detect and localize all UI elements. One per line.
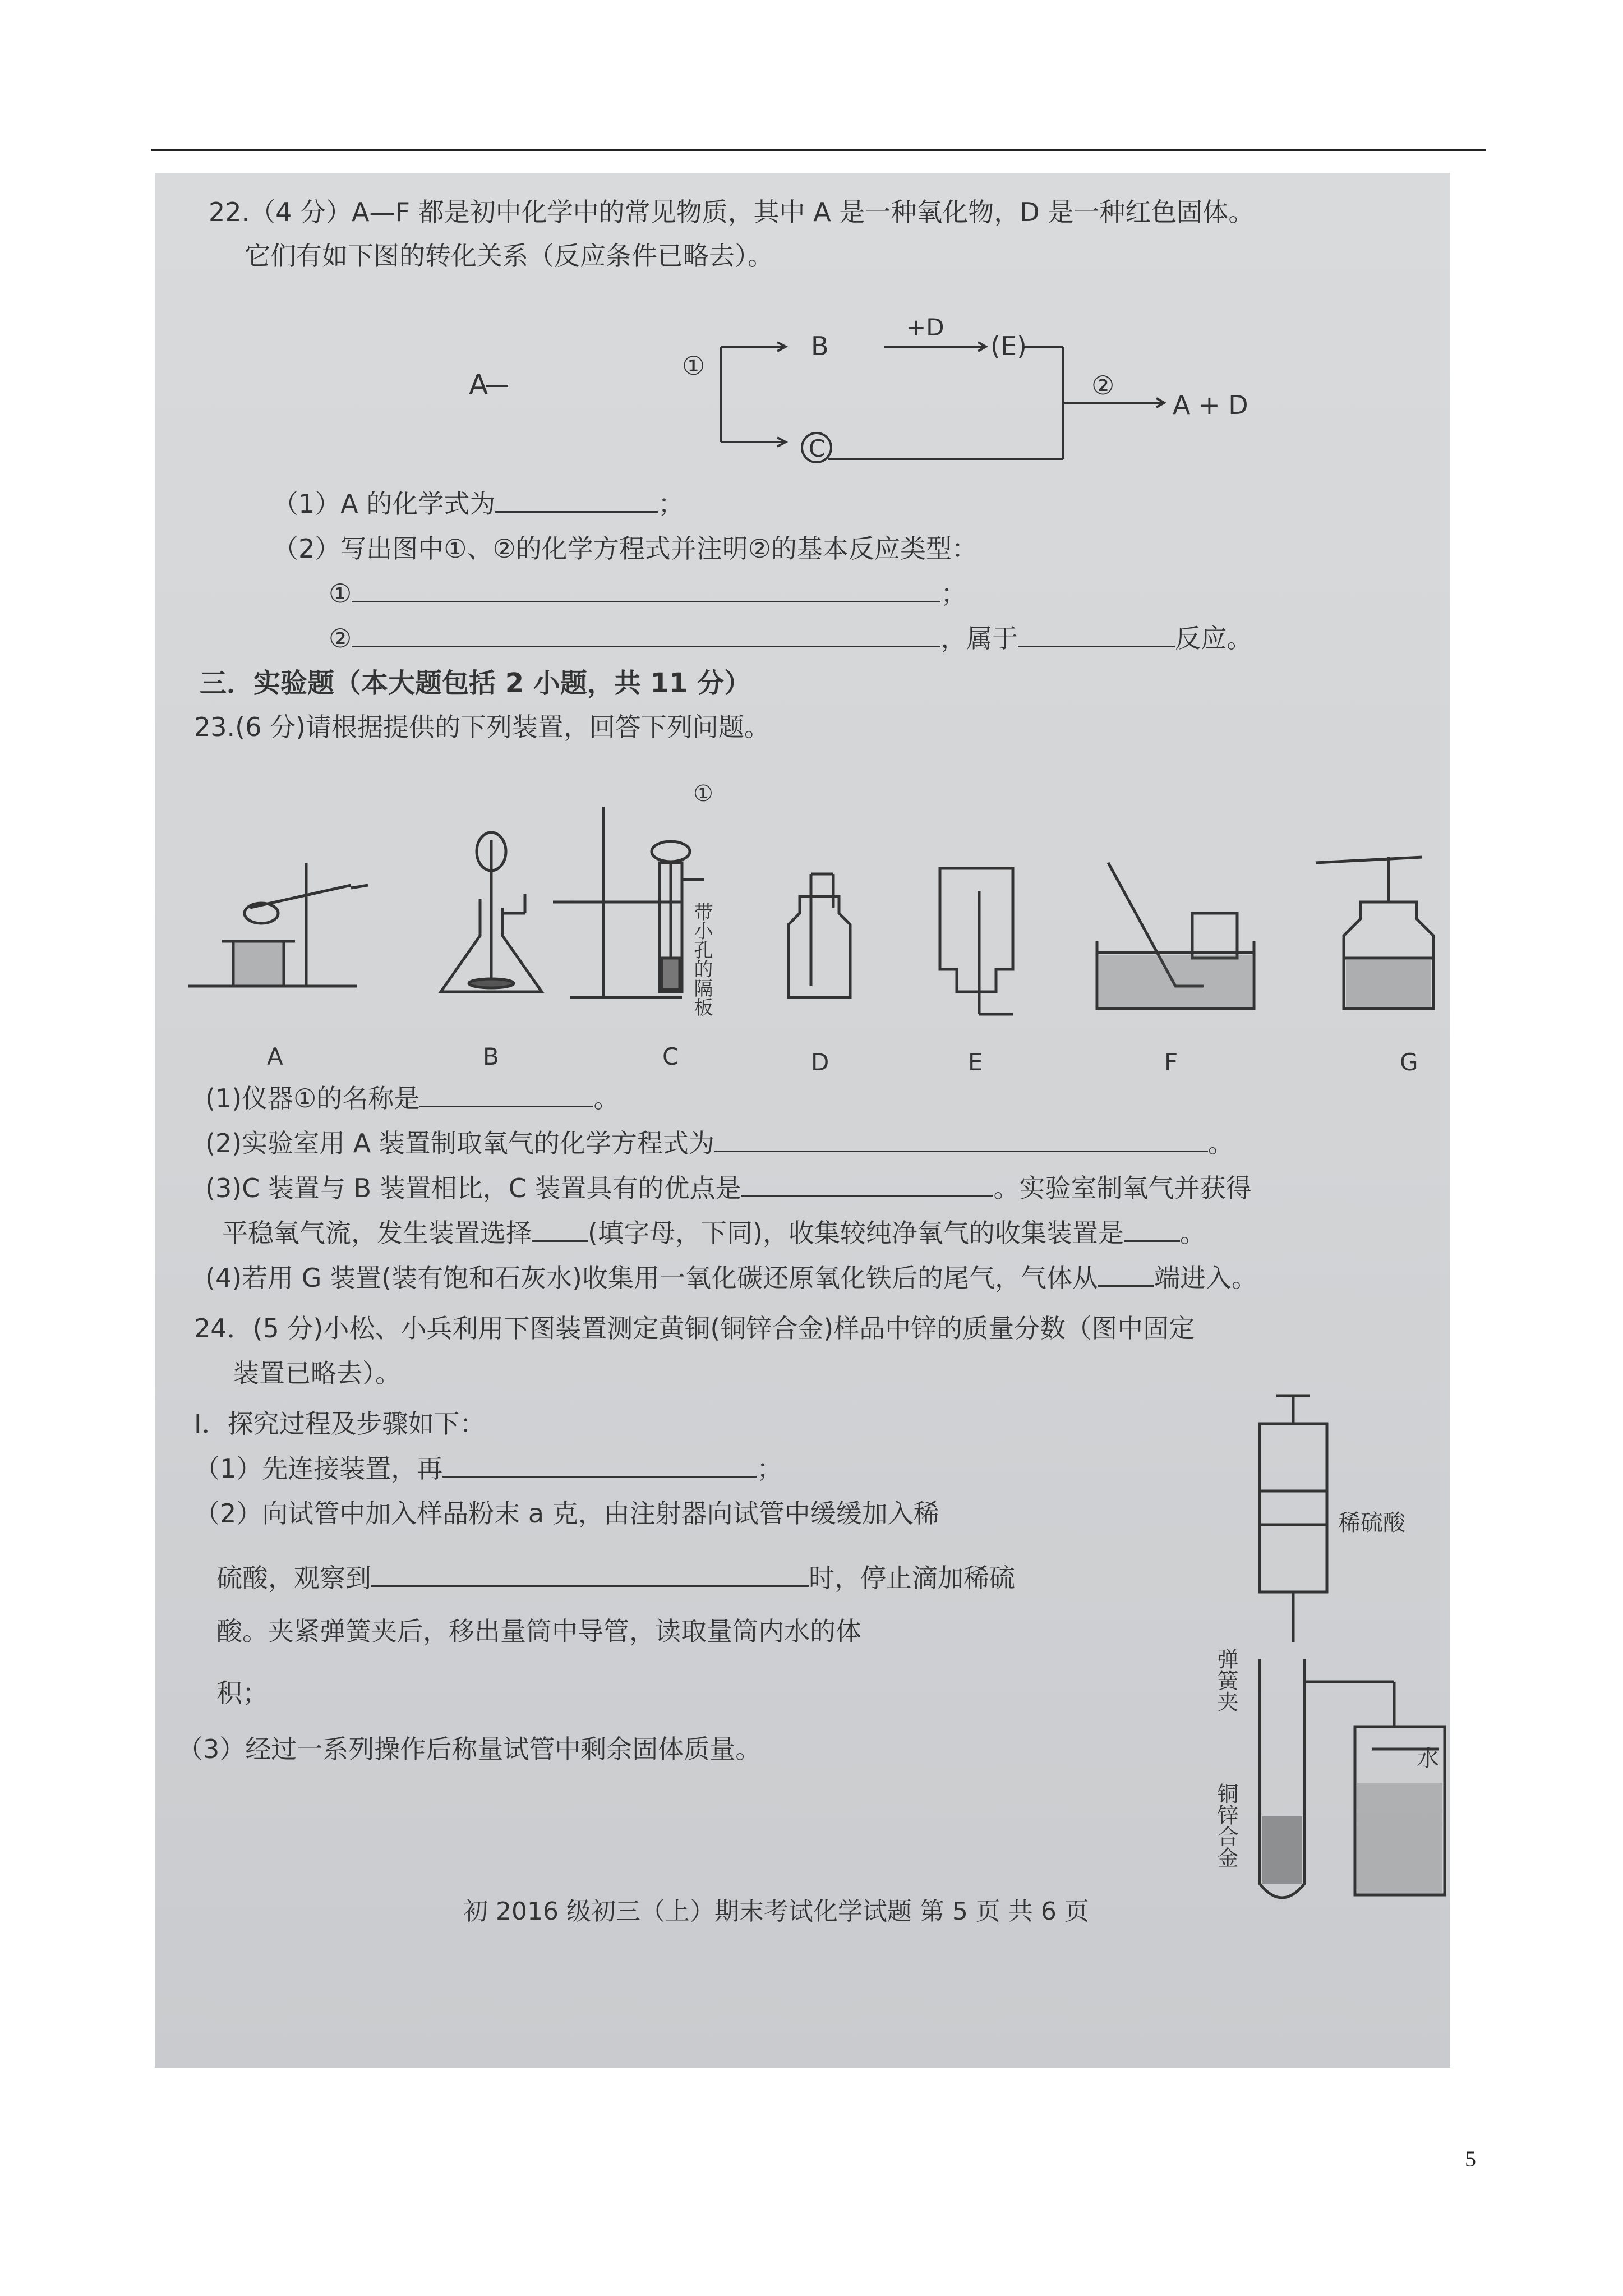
q23-sub3-end: 。实验室制氧气并获得 [993,1173,1252,1203]
q23-intro: 23.(6 分)请根据提供的下列装置，回答下列问题。 [194,712,770,742]
q22-line1: 22.（4 分）A—F 都是初中化学中的常见物质，其中 A 是一种氧化物，D 是一种红色固体。 [209,197,1255,227]
label-water: 水 [1417,1746,1439,1772]
section3-heading: 三．实验题（本大题包括 2 小题，共 11 分） [200,668,751,699]
q24-step3: （3）经过一系列操作后称量试管中剩余固体质量。 [177,1734,762,1764]
q23-sub2-text: (2)实验室用 A 装置制取氧气的化学方程式为 [205,1128,714,1158]
q23-sub3b [222,1216,1206,1250]
label-f: F [1164,1048,1178,1076]
q22-eq2-num: ② [329,623,352,654]
q22-eq2-blank[interactable] [352,623,940,647]
q22-sub1-end: ； [658,489,684,519]
label-acid: 稀硫酸 [1338,1510,1405,1536]
apparatus-a [188,863,368,986]
label-c: C [662,1043,679,1070]
label-e: E [968,1048,983,1076]
q22-sub1 [273,487,684,521]
q23-sub3 [205,1171,1251,1205]
q23-sub3b-text: 平稳氧气流，发生装置选择 [222,1218,532,1248]
q23-sub2 [205,1126,1234,1160]
q24-apparatus [1170,1379,1450,1912]
q23-sub4 [205,1261,1257,1295]
q24-step1-end: ； [757,1453,783,1484]
q23-sub1-end: 。 [593,1083,620,1114]
label-d: D [811,1048,829,1076]
q24-step2a: （2）向试管中加入样品粉末 a 克，由注射器向试管中缓缓加入稀 [194,1498,939,1529]
apparatus-c [553,807,704,997]
q22-sub1-blank[interactable] [495,489,658,513]
q24-step2b-blank[interactable] [371,1563,809,1587]
diagram-product: A + D [1173,390,1248,420]
q23-sub3b-end: 。 [1179,1218,1206,1248]
q22-eq1-blank[interactable] [352,578,940,602]
apparatus-e [940,868,1013,1014]
apparatus-b [441,832,542,992]
q22-eq2-type-blank[interactable] [1018,623,1175,647]
q22-eq1-num: ① [329,578,352,609]
q22-eq2-end: ，属于 [940,623,1018,654]
q22-eq2-tail: 反应。 [1175,623,1253,654]
diagram-step1: ① [682,351,706,381]
q22-sub1-text: （1）A 的化学式为 [273,489,496,519]
top-rule [151,149,1486,151]
apparatus-c-side-label: 带小孔的隔板 [690,902,713,1016]
q23-sub1 [205,1082,619,1115]
q23-sub4-blank[interactable] [1098,1263,1154,1287]
q22-conversion-diagram [469,302,1310,504]
q22-sub2: （2）写出图中①、②的化学方程式并注明②的基本反应类型： [273,533,978,564]
q23-sub2-end: 。 [1207,1128,1234,1158]
q24-step2d: 积； [216,1678,268,1708]
diagram-plus-d: +D [906,314,944,341]
label-g: G [1400,1048,1418,1076]
q24-step2c: 酸。夹紧弹簧夹后，移出量筒中导管，读取量筒内水的体 [216,1616,861,1646]
exam-photo [155,173,1450,2068]
diagram-step2: ② [1091,370,1115,401]
q24-step2b-end: 时，停止滴加稀硫 [809,1563,1015,1593]
q23-sub1-text: (1)仪器①的名称是 [205,1083,420,1114]
q24-step1-text: （1）先连接装置，再 [194,1453,443,1484]
q24-step2b [216,1561,1015,1595]
label-clip: 弹簧夹 [1214,1648,1238,1712]
label-b: B [483,1043,499,1070]
q24-step1 [194,1452,782,1485]
q23-apparatus-row [188,773,1450,1087]
q22-eq2 [329,622,1252,655]
q23-sub3-blank[interactable] [741,1173,993,1197]
q22-eq1-end: ； [940,578,967,609]
q23-sub2-blank[interactable] [714,1128,1208,1152]
q22-eq1 [329,577,966,610]
q22-line2: 它们有如下图的转化关系（反应条件已略去）。 [245,241,773,271]
diagram-a: A [469,369,488,401]
diagram-c: C [809,435,826,462]
q23-sub1-blank[interactable] [419,1083,593,1107]
q23-sub3b-blank2[interactable] [1124,1218,1180,1242]
page-number: 5 [1465,2146,1476,2171]
apparatus-d [789,874,850,997]
apparatus-marker: ① [693,781,713,807]
q23-sub4-text: (4)若用 G 装置(装有饱和石灰水)收集用一氧化碳还原氧化铁后的尾气，气体从 [205,1263,1098,1293]
diagram-e: (E) [990,331,1027,361]
q24-line1: 24．(5 分)小松、小兵利用下图装置测定黄铜(铜锌合金)样品中锌的质量分数（图中固定 [194,1313,1195,1343]
q23-sub3b-blank1[interactable] [532,1218,588,1242]
label-alloy: 铜锌合金 [1214,1783,1238,1868]
q23-sub3b-mid: (填字母，下同)，收集较纯净氧气的收集装置是 [588,1218,1124,1248]
q24-step2b-text: 硫酸，观察到 [216,1563,371,1593]
exam-footer: 初 2016 级初三（上）期末考试化学试题 第 5 页 共 6 页 [463,1897,1089,1926]
q24-part1: Ⅰ．探究过程及步骤如下： [194,1409,486,1439]
diagram-b: B [811,331,829,361]
q23-sub3-text: (3)C 装置与 B 装置相比，C 装置具有的优点是 [205,1173,741,1203]
label-a: A [267,1043,283,1070]
q24-line2: 装置已略去）。 [233,1358,401,1388]
q24-step1-blank[interactable] [442,1453,757,1478]
q23-sub4-end: 端进入。 [1154,1263,1257,1293]
